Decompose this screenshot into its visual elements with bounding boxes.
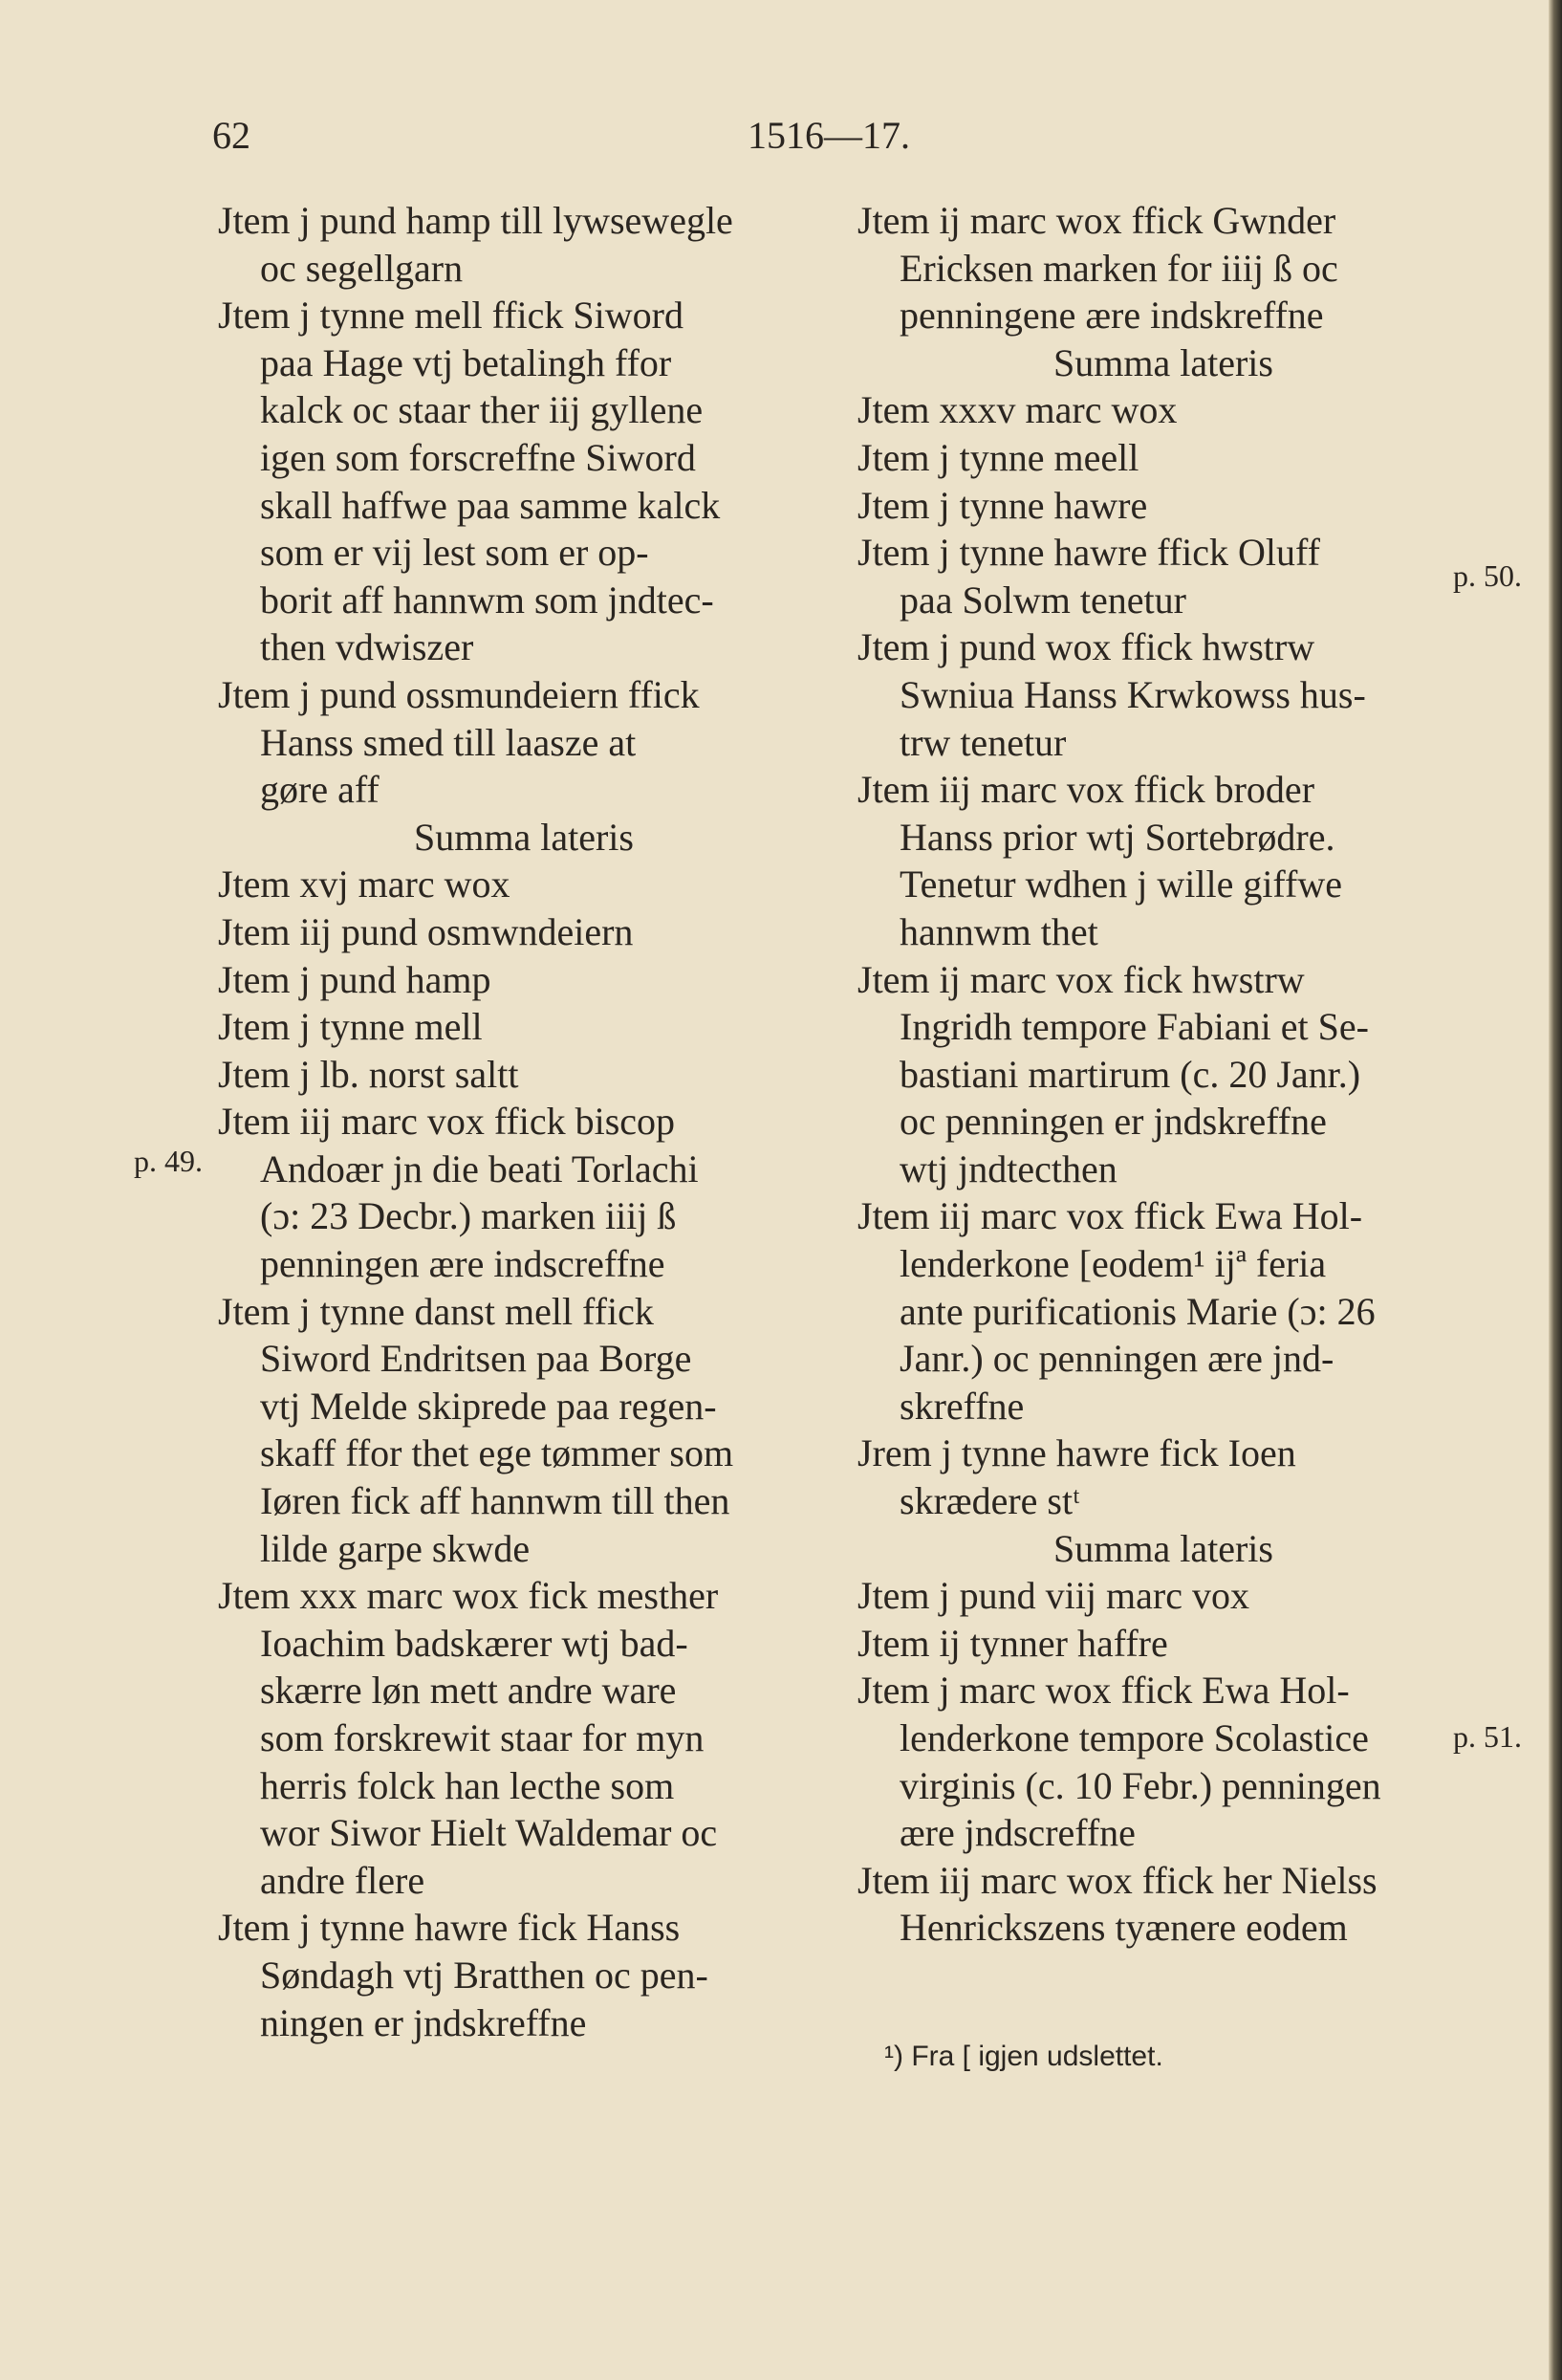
text-line: som er vij lest som er op- — [260, 531, 649, 575]
text-line: wtj jndtecthen — [900, 1146, 1117, 1190]
text-line: Summa lateris — [1053, 1526, 1273, 1570]
text-line: Jtem j pund hamp till lywsewegle — [218, 199, 733, 242]
footnote: ¹) Fra [ igjen udslettet. — [884, 2041, 1163, 2072]
text-line: kalck oc staar ther iij gyllene — [260, 388, 704, 432]
text-line: wor Siwor Hielt Waldemar oc — [260, 1811, 718, 1855]
page-years: 1516—17. — [748, 114, 910, 157]
text-line: oc penningen er jndskreffne — [900, 1100, 1327, 1144]
text-line: Jtem j tynne mell ffick Siword — [218, 294, 683, 338]
margin-note-p50: p. 50. — [1453, 558, 1522, 593]
text-line: igen som forscreffne Siword — [260, 435, 696, 479]
text-line: Jtem ij tynner haffre — [857, 1621, 1168, 1665]
text-line: skreffne — [900, 1384, 1025, 1428]
text-line: then vdwiszer — [260, 625, 474, 669]
text-line: herris folck han lecthe som — [260, 1763, 675, 1807]
page-edge — [1549, 0, 1562, 2380]
text-line: lilde garpe skwde — [260, 1526, 531, 1570]
text-line: Tenetur wdhen j wille giffwe — [900, 862, 1342, 906]
text-line: paa Hage vtj betalingh ffor — [260, 340, 672, 384]
text-line: Jtem iij marc vox ffick broder — [857, 768, 1315, 812]
text-line: virginis (c. 10 Febr.) penningen — [900, 1763, 1381, 1807]
text-line: Jtem ij marc vox fick hwstrw — [857, 957, 1305, 1001]
text-line: borit aff hannwm som jndtec- — [260, 578, 714, 622]
text-line: penningene ære indskreffne — [900, 294, 1324, 338]
text-line: Jtem j tynne meell — [857, 435, 1139, 479]
text-line: Jtem xxx marc wox fick mesther — [218, 1574, 719, 1618]
text-line: skall haffwe paa samme kalck — [260, 483, 721, 527]
text-line: skærre løn mett andre ware — [260, 1669, 677, 1713]
text-line: Ingridh tempore Fabiani et Se- — [900, 1005, 1369, 1049]
text-line: Jtem iij pund osmwndeiern — [218, 909, 634, 953]
text-line: Søndagh vtj Bratthen oc pen- — [260, 1953, 708, 1997]
text-line: Jtem xvj marc wox — [218, 862, 510, 906]
text-line: Jtem j tynne hawre — [857, 483, 1148, 527]
page-number: 62 — [212, 114, 250, 157]
right-column — [857, 197, 1469, 1952]
text-line: Jtem iij marc wox ffick her Nielss — [857, 1858, 1378, 1902]
text-line: Jtem j tynne mell — [218, 1005, 483, 1049]
text-line: Iøren fick aff hannwm till then — [260, 1479, 730, 1523]
text-line: ære jndscreffne — [900, 1811, 1136, 1855]
text-line: Andoær jn die beati Torlachi — [260, 1146, 699, 1190]
text-line: penningen ære indscreffne — [260, 1242, 665, 1286]
text-line: bastiani martirum (c. 20 Janr.) — [900, 1052, 1361, 1096]
text-line: lenderkone tempore Scolastice — [900, 1716, 1369, 1759]
text-line: Swniua Hanss Krwkowss hus- — [900, 672, 1366, 716]
text-line: Jtem iij marc vox ffick biscop — [218, 1100, 676, 1144]
text-line: som forskrewit staar for myn — [260, 1716, 705, 1759]
text-line: Hanss smed till laasze at — [260, 720, 637, 764]
margin-note-p51: p. 51. — [1453, 1719, 1522, 1754]
page-header — [0, 113, 1562, 170]
text-line: Summa lateris — [414, 815, 634, 859]
text-line: oc segellgarn — [260, 246, 464, 290]
text-line: Jtem j pund wox ffick hwstrw — [857, 625, 1315, 669]
text-line: Jtem j pund ossmundeiern ffick — [218, 672, 700, 716]
text-line: skrædere stᵗ — [900, 1479, 1080, 1523]
text-line: skaff ffor thet ege tømmer som — [260, 1431, 734, 1475]
text-line: Jtem j lb. norst saltt — [218, 1052, 519, 1096]
text-line: Jrem j tynne hawre fick Ioen — [857, 1431, 1296, 1475]
left-column — [218, 197, 830, 2046]
text-line: ante purificationis Marie (ɔ: 26 — [900, 1289, 1376, 1333]
text-line: Jtem ij marc wox ffick Gwnder — [857, 199, 1336, 242]
margin-note-p49: p. 49. — [134, 1144, 203, 1178]
text-line: Jtem j pund viij marc vox — [857, 1574, 1249, 1618]
text-line: vtj Melde skiprede paa regen- — [260, 1384, 717, 1428]
text-line: Ioachim badskærer wtj bad- — [260, 1621, 688, 1665]
text-line: Jtem j tynne hawre fick Hanss — [218, 1906, 681, 1950]
text-line: Jtem j pund hamp — [218, 957, 491, 1001]
text-line: ningen er jndskreffne — [260, 2000, 587, 2044]
text-line: Janr.) oc penningen ære jnd- — [900, 1337, 1334, 1381]
text-line: Jtem iij marc vox ffick Ewa Hol- — [857, 1194, 1363, 1238]
text-line: Henrickszens tyænere eodem — [900, 1906, 1348, 1950]
text-line: trw tenetur — [900, 720, 1067, 764]
text-line: Siword Endritsen paa Borge — [260, 1337, 692, 1381]
text-line: Hanss prior wtj Sortebrødre. — [900, 815, 1335, 859]
text-line: (ɔ: 23 Decbr.) marken iiij ß — [260, 1194, 677, 1238]
text-line: Jtem j tynne hawre ffick Oluff — [857, 531, 1320, 575]
text-line: paa Solwm tenetur — [900, 578, 1186, 622]
text-line: Jtem xxxv marc wox — [857, 388, 1178, 432]
text-line: andre flere — [260, 1858, 425, 1902]
text-line: Jtem j marc wox ffick Ewa Hol- — [857, 1669, 1350, 1713]
text-line: Summa lateris — [1053, 340, 1273, 384]
text-line: Ericksen marken for iiij ß oc — [900, 246, 1338, 290]
text-line: lenderkone [eodem¹ ijª feria — [900, 1242, 1327, 1286]
text-line: hannwm thet — [900, 909, 1098, 953]
text-line: gøre aff — [260, 768, 380, 812]
text-line: Jtem j tynne danst mell ffick — [218, 1289, 654, 1333]
